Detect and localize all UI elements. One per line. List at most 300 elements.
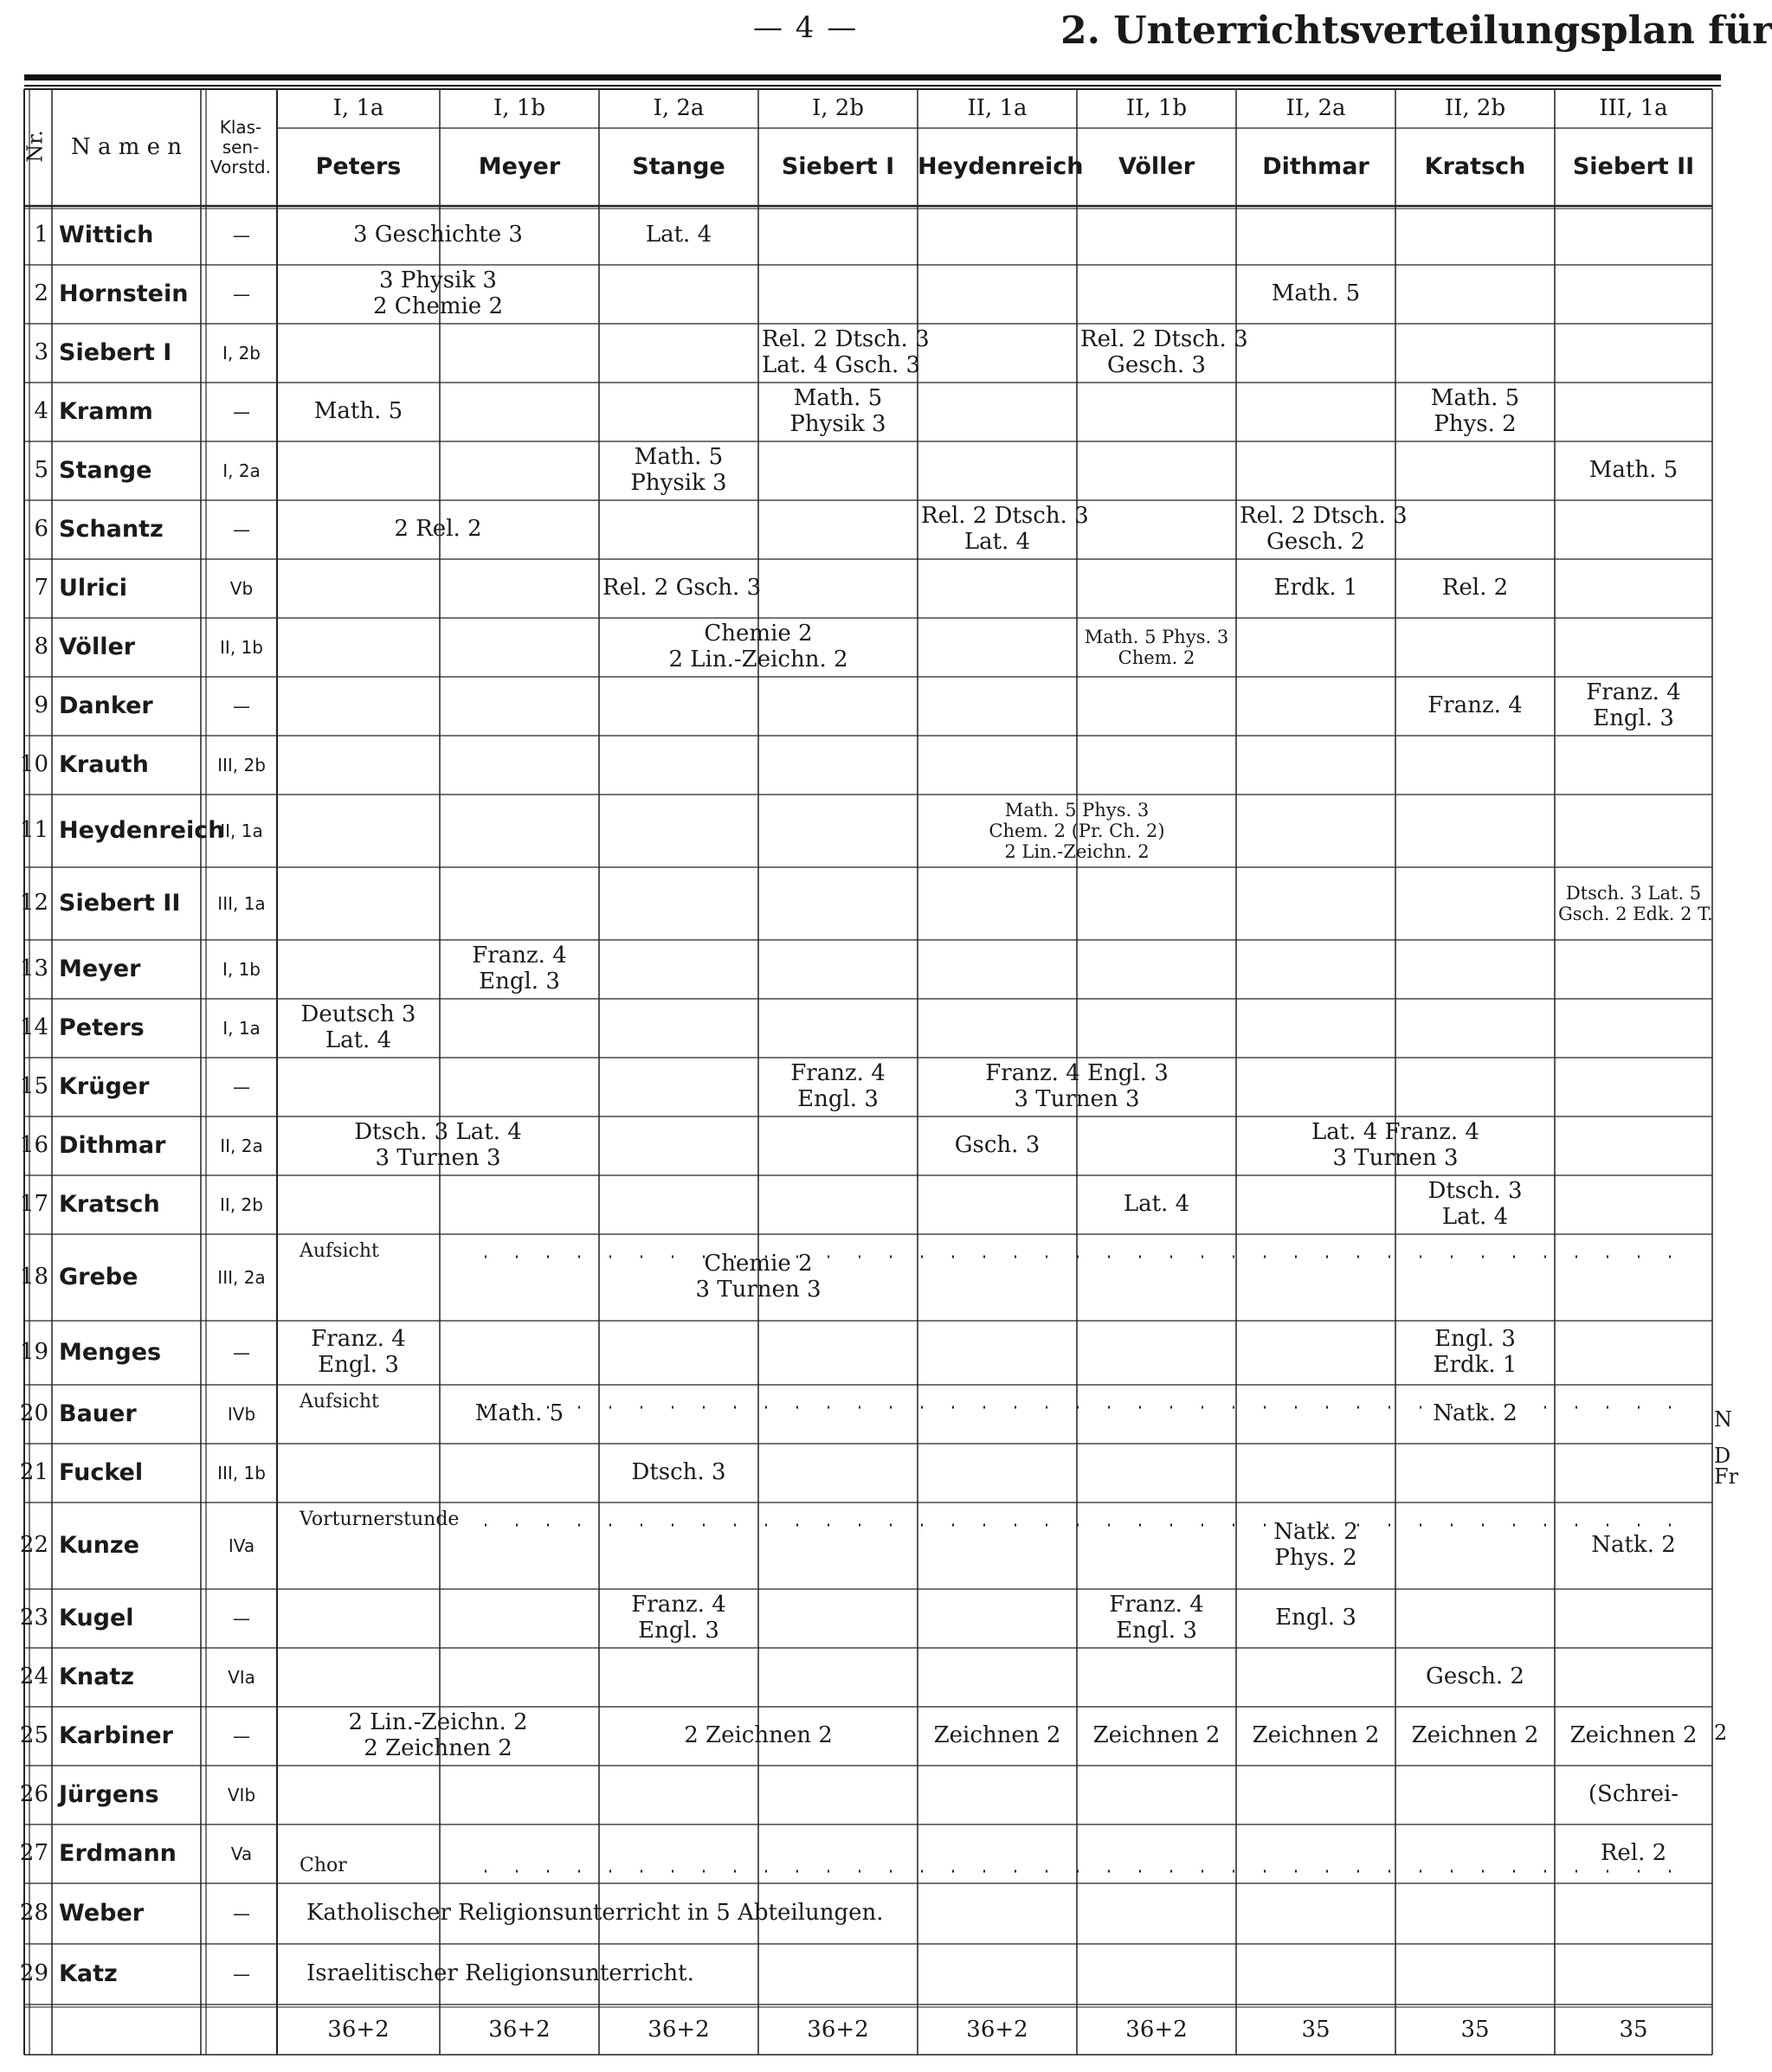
class-heading-label: III, 1a: [1599, 94, 1668, 121]
lesson-line: Franz. 4: [1109, 1592, 1204, 1618]
nr-heading: Nr.: [23, 130, 48, 163]
lesson-entry: [1399, 679, 1551, 734]
class-vorstand: [208, 1766, 275, 1824]
class-heading: [440, 89, 599, 128]
class-vorstand-text: II, 2a: [220, 1135, 263, 1156]
lesson-entry: [280, 267, 596, 322]
class-vorstand: [208, 1707, 275, 1766]
class-vorstand-text: IVb: [227, 1403, 256, 1425]
row-number: [19, 795, 48, 867]
teacher-name: [59, 795, 225, 867]
teacher-name: [59, 1444, 199, 1503]
row-number: [28, 677, 48, 736]
lesson-line: Math. 5: [1430, 385, 1520, 412]
lesson-entry: [921, 1059, 1233, 1115]
teacher-name-text: Hornstein: [59, 280, 189, 308]
class-teacher-label: Heydenreich: [918, 153, 1084, 181]
lesson-entry: [280, 1885, 1735, 1942]
row-label-text: Aufsicht: [300, 1391, 379, 1413]
column-total-text: 36+2: [488, 2017, 551, 2043]
column-total-text: 36+2: [807, 2017, 869, 2043]
class-heading: [1395, 89, 1555, 128]
lesson-line: Zeichnen 2: [933, 1722, 1061, 1749]
class-vorstand: [208, 795, 275, 867]
lesson-entry: [1399, 1387, 1551, 1442]
row-number-text: 9: [34, 692, 48, 719]
column-total: [440, 2008, 599, 2053]
lesson-entry: [602, 443, 755, 499]
lesson-line: Rel. 2 Gsch. 3: [602, 575, 762, 602]
lesson-entry: [280, 1708, 596, 1764]
lesson-line: Rel. 2 Dtsch. 3: [921, 503, 1089, 530]
column-total-text: 35: [1619, 2017, 1648, 2043]
row-number-text: 28: [19, 1900, 48, 1927]
class-vorstand-text: I, 2a: [222, 460, 261, 481]
class-vorstand-text: —: [233, 518, 250, 540]
teacher-name: [59, 206, 199, 265]
teacher-name: [59, 618, 199, 677]
row-number: [28, 500, 48, 559]
lesson-entry: [602, 1591, 755, 1646]
class-teacher-label: Kratsch: [1424, 153, 1526, 181]
teacher-name-text: Menges: [59, 1339, 162, 1367]
vorst-heading-line: sen-: [222, 137, 260, 158]
column-total: [277, 2008, 440, 2053]
class-vorstand: [208, 324, 275, 383]
lesson-line: Dtsch. 3: [1427, 1178, 1523, 1205]
class-heading: [1555, 89, 1712, 128]
row-number: [19, 1589, 48, 1648]
class-heading-label: I, 1a: [332, 94, 384, 121]
teacher-name: [59, 1058, 199, 1116]
teacher-name: [59, 1589, 199, 1648]
teacher-name: [59, 265, 199, 324]
class-vorstand-text: —: [233, 1902, 250, 1924]
namen-heading: [55, 89, 197, 206]
lesson-entry: [1240, 267, 1392, 322]
class-vorstand: [208, 1116, 275, 1175]
lesson-line: Zeichnen 2: [1411, 1722, 1539, 1749]
teacher-name-text: Jürgens: [59, 1781, 159, 1809]
class-vorstand-text: III, 1a: [217, 892, 266, 914]
class-vorstand-text: II, 2b: [220, 1194, 263, 1215]
lesson-line: Gsch. 2 Edk. 2 T.: [1558, 904, 1713, 924]
lesson-line: Gesch. 2: [1426, 1663, 1524, 1690]
class-vorstand: [208, 206, 275, 265]
teacher-name-text: Wittich: [59, 222, 154, 249]
lesson-line: Franz. 4: [472, 943, 567, 969]
teacher-name: [59, 441, 199, 500]
lesson-line: 2 Zeichnen 2: [684, 1722, 833, 1749]
lesson-entry: [280, 208, 596, 263]
lesson-line: Franz. 4 Engl. 3: [985, 1060, 1169, 1087]
row-number-text: 6: [34, 516, 48, 543]
lesson-line: Lat. 4 Gsch. 3: [762, 352, 921, 378]
lesson-line: 3 Turnen 3: [1332, 1145, 1459, 1171]
teacher-name-text: Kugel: [59, 1605, 134, 1632]
margin-fragment: D: [1714, 1444, 1731, 1468]
class-vorstand-text: I, 1b: [222, 958, 261, 980]
class-heading: [1236, 89, 1395, 128]
lesson-entry: [1399, 1177, 1551, 1232]
column-total: [1236, 2008, 1395, 2053]
row-number-text: 21: [19, 1459, 48, 1486]
teacher-name: [59, 1944, 199, 2004]
teacher-name-text: Bauer: [59, 1400, 137, 1428]
lesson-line: Engl. 3: [1275, 1605, 1356, 1631]
lesson-line: Chemie 2: [704, 1251, 813, 1277]
class-vorstand: [208, 1321, 275, 1385]
lesson-entry: [1080, 620, 1233, 675]
class-vorstand: [208, 1385, 275, 1444]
lesson-entry: [602, 208, 755, 263]
vorst-heading: [208, 94, 274, 201]
lesson-line: Engl. 3: [1116, 1618, 1197, 1644]
teacher-name: [59, 940, 199, 999]
lesson-line: Math. 5: [1271, 280, 1361, 307]
lesson-line: Dtsch. 3 Lat. 5: [1565, 882, 1702, 904]
teacher-name-text: Dithmar: [59, 1132, 166, 1160]
row-number-text: 2: [34, 280, 48, 307]
lesson-entry: [1080, 325, 1248, 381]
class-teacher-label: Siebert II: [1572, 153, 1695, 181]
class-vorstand-text: Va: [230, 1843, 253, 1864]
lesson-line: Engl. 3: [1593, 705, 1674, 731]
lesson-entry: [1558, 1504, 1709, 1587]
class-vorstand-text: —: [233, 1342, 250, 1363]
teacher-name: [59, 1707, 199, 1766]
class-vorstand: [208, 940, 275, 999]
class-vorstand: [208, 1648, 275, 1707]
teacher-name-text: Siebert I: [59, 339, 172, 367]
row-number: [19, 1385, 48, 1444]
teacher-name-text: Krauth: [59, 751, 149, 779]
class-heading: [1077, 89, 1236, 128]
lesson-entry: [1399, 561, 1551, 616]
row-number: [19, 1058, 48, 1116]
row-number-text: 15: [19, 1073, 48, 1100]
row-number: [19, 1116, 48, 1175]
row-number: [19, 1234, 48, 1321]
teacher-name: [59, 1175, 199, 1234]
class-teacher-heading: [1395, 128, 1555, 206]
lesson-line: Gsch. 3: [954, 1132, 1041, 1159]
column-total-text: 36+2: [1125, 2017, 1188, 2043]
row-label: [300, 1854, 507, 1878]
class-heading-label: I, 2a: [653, 94, 705, 121]
lesson-line: Engl. 3: [638, 1618, 719, 1644]
lesson-line: Dtsch. 3: [631, 1459, 726, 1486]
lesson-line: 2 Lin.-Zeichn. 2: [348, 1709, 528, 1736]
teacher-name-text: Ulrici: [59, 575, 128, 602]
row-number: [28, 324, 48, 383]
class-vorstand-text: —: [233, 695, 250, 717]
lesson-line: Franz. 4: [1427, 692, 1523, 719]
teacher-name-text: Siebert II: [59, 890, 181, 917]
lesson-entry: [1240, 1118, 1551, 1174]
lesson-entry: [280, 1001, 436, 1056]
column-total: [1555, 2008, 1712, 2053]
row-number: [19, 1444, 48, 1503]
class-teacher-label: Meyer: [478, 153, 561, 181]
lesson-entry: [762, 1059, 914, 1115]
column-total: [1395, 2008, 1555, 2053]
row-number-text: 7: [34, 575, 48, 602]
lesson-line: Math. 5: [1588, 457, 1679, 484]
row-label-text: Aufsicht: [300, 1240, 379, 1263]
lesson-entry: [921, 796, 1233, 865]
class-heading: [599, 89, 758, 128]
class-vorstand: [208, 867, 275, 940]
lesson-line: Dtsch. 3 Lat. 4: [354, 1119, 522, 1146]
row-number-text: 19: [19, 1339, 48, 1366]
teacher-name: [59, 1385, 199, 1444]
teacher-name-text: Karbiner: [59, 1722, 173, 1750]
lesson-line: Natk. 2: [1433, 1400, 1517, 1427]
lesson-line: (Schrei-: [1588, 1781, 1679, 1808]
class-vorstand: [208, 1503, 275, 1589]
teacher-name-text: Heydenreich: [59, 817, 225, 845]
class-vorstand-text: III, 2b: [217, 754, 266, 775]
row-number: [19, 1944, 48, 2004]
lesson-entry: [1399, 1708, 1551, 1764]
lesson-entry: [1399, 1322, 1551, 1383]
lesson-line: Chem. 2 (Pr. Ch. 2): [989, 820, 1165, 841]
lesson-line: 3 Geschichte 3: [353, 222, 523, 248]
lesson-line: Engl. 3: [318, 1352, 399, 1378]
class-heading-label: I, 1b: [493, 94, 545, 121]
class-vorstand: [208, 999, 275, 1058]
teacher-name: [59, 383, 199, 441]
row-number-text: 3: [34, 339, 48, 366]
lesson-entry: [602, 1708, 914, 1764]
class-heading-label: II, 2b: [1444, 94, 1506, 121]
class-vorstand-text: —: [233, 283, 250, 305]
margin-fragment: 2: [1714, 1721, 1728, 1745]
lesson-line: Engl. 3: [797, 1086, 879, 1112]
class-teacher-heading: [1077, 128, 1236, 206]
row-number-text: 29: [19, 1960, 48, 1987]
teacher-name: [59, 677, 199, 736]
row-number-text: 11: [19, 817, 48, 844]
row-number-text: 17: [19, 1191, 48, 1218]
class-vorstand: [208, 1944, 275, 2004]
row-number-text: 23: [19, 1605, 48, 1631]
row-number-text: 8: [34, 634, 48, 660]
margin-fragment: Fr: [1714, 1464, 1739, 1489]
lesson-line: Lat. 4: [325, 1027, 392, 1053]
lesson-line: Erdk. 1: [1273, 575, 1358, 602]
lesson-line: 2 Rel. 2: [394, 516, 482, 543]
row-number: [28, 618, 48, 677]
lesson-line: Engl. 3: [479, 968, 560, 994]
class-vorstand: [208, 1234, 275, 1321]
teacher-name-text: Meyer: [59, 956, 141, 983]
row-number-text: 22: [19, 1532, 48, 1559]
teacher-name-text: Kratsch: [59, 1191, 160, 1219]
class-vorstand: [208, 618, 275, 677]
lesson-line: Math. 5 Phys. 3: [1084, 626, 1229, 647]
row-number: [19, 1883, 48, 1944]
row-number-text: 27: [19, 1840, 48, 1867]
class-heading: [277, 89, 440, 128]
lesson-line: Rel. 2 Dtsch. 3: [1080, 326, 1248, 353]
lesson-line: Natk. 2: [1273, 1519, 1358, 1546]
row-label: [300, 1239, 507, 1264]
row-number-text: 13: [19, 956, 48, 982]
lesson-entry: [602, 1445, 755, 1501]
lesson-line: Gesch. 3: [1107, 352, 1206, 378]
lesson-line: 2 Chemie 2: [373, 293, 503, 319]
lesson-line: Math. 5: [474, 1400, 564, 1427]
lesson-entry: [1080, 1591, 1233, 1646]
lesson-line: Erdk. 1: [1433, 1352, 1517, 1378]
lesson-line: Engl. 3: [1434, 1326, 1516, 1353]
lesson-line: Franz. 4: [1586, 679, 1681, 706]
lesson-line: Franz. 4: [631, 1592, 726, 1618]
lesson-line: Lat. 4: [1123, 1191, 1190, 1218]
lesson-line: Chem. 2: [1118, 647, 1195, 668]
class-teacher-heading: [1555, 128, 1712, 206]
teacher-name-text: Schantz: [59, 516, 164, 544]
lesson-line: Franz. 4: [790, 1060, 886, 1087]
lesson-entry: [280, 1322, 436, 1383]
class-vorstand: [208, 1883, 275, 1944]
class-vorstand: [208, 383, 275, 441]
class-teacher-label: Völler: [1118, 153, 1195, 181]
column-total-text: 35: [1460, 2017, 1490, 2043]
class-teacher-heading: [758, 128, 918, 206]
column-total-text: 35: [1301, 2017, 1331, 2043]
lesson-line: 3 Turnen 3: [375, 1145, 501, 1171]
row-number-text: 24: [19, 1663, 48, 1690]
class-vorstand-text: I, 2b: [222, 342, 261, 364]
class-vorstand: [208, 1175, 275, 1234]
lesson-entry: [1240, 1591, 1392, 1646]
lesson-entry: [1240, 1708, 1392, 1764]
row-number: [28, 265, 48, 324]
row-number: [19, 1766, 48, 1824]
class-heading-label: II, 1b: [1125, 94, 1188, 121]
teacher-name: [59, 1766, 199, 1824]
lesson-entry: [762, 325, 930, 381]
lesson-entry: [602, 1236, 914, 1319]
class-heading-label: II, 2a: [1286, 94, 1346, 121]
class-vorstand-text: I, 1a: [222, 1017, 261, 1039]
class-teacher-label: Peters: [315, 153, 402, 181]
class-vorstand-text: IVa: [228, 1535, 255, 1556]
row-number-text: 1: [34, 222, 48, 248]
row-number: [19, 1175, 48, 1234]
class-vorstand-text: —: [233, 401, 250, 422]
class-vorstand: [208, 736, 275, 795]
column-total: [599, 2008, 758, 2053]
lesson-line: Phys. 2: [1274, 1545, 1357, 1571]
teacher-name: [59, 999, 199, 1058]
class-vorstand-text: II, 1b: [220, 636, 263, 658]
lesson-entry: [280, 502, 596, 557]
row-number-text: 18: [19, 1264, 48, 1290]
class-vorstand: [208, 1444, 275, 1503]
class-teacher-heading: [599, 128, 758, 206]
row-number: [19, 1824, 48, 1883]
lesson-line: Rel. 2 Dtsch. 3: [762, 326, 930, 353]
lesson-line: Math. 5: [793, 385, 883, 412]
lesson-line: Zeichnen 2: [1569, 1722, 1698, 1749]
lesson-line: Zeichnen 2: [1252, 1722, 1380, 1749]
lesson-line: 2 Lin.-Zeichn. 2: [1004, 841, 1150, 863]
lesson-line: 2 Lin.-Zeichn. 2: [668, 647, 848, 672]
teacher-name-text: Danker: [59, 692, 153, 720]
class-teacher-heading: [1236, 128, 1395, 206]
class-vorstand-text: Vb: [229, 577, 254, 599]
row-number-text: 12: [19, 890, 48, 917]
lesson-entry: [921, 1118, 1073, 1174]
teacher-name: [59, 1824, 199, 1883]
page-number: — 4 —: [753, 10, 859, 45]
row-number: [19, 1503, 48, 1589]
teacher-name-text: Peters: [59, 1014, 145, 1042]
lesson-line: Franz. 4: [311, 1326, 406, 1353]
lesson-entry: [1558, 1767, 1709, 1823]
class-teacher-label: Dithmar: [1262, 153, 1369, 181]
class-teacher-label: Stange: [632, 153, 725, 181]
lesson-entry: [1240, 502, 1408, 557]
row-number-text: 14: [19, 1014, 48, 1041]
row-number-text: 20: [19, 1400, 48, 1427]
teacher-name-text: Knatz: [59, 1663, 134, 1691]
row-number: [19, 736, 48, 795]
lesson-entry: [921, 1708, 1073, 1764]
row-label: [300, 1390, 507, 1414]
lesson-line: Israelitischer Religionsunterricht.: [306, 1960, 694, 1987]
lesson-entry: [1080, 1177, 1233, 1232]
lesson-line: Gesch. 2: [1266, 529, 1365, 555]
class-heading: [758, 89, 918, 128]
lesson-line: Math. 5 Phys. 3: [1004, 799, 1150, 820]
teacher-name: [59, 1234, 199, 1321]
row-label-text: Vorturnerstunde: [300, 1509, 460, 1531]
teacher-name-text: Weber: [59, 1900, 145, 1927]
teacher-name: [59, 1503, 199, 1589]
teacher-name: [59, 559, 199, 618]
lesson-line: Rel. 2: [1441, 575, 1509, 602]
class-teacher-heading: [918, 128, 1084, 206]
namen-heading-text: N a m e n: [70, 133, 183, 160]
teacher-name-text: Fuckel: [59, 1459, 144, 1487]
lesson-entry: [1080, 1708, 1233, 1764]
row-number: [19, 1648, 48, 1707]
class-vorstand-text: VIb: [227, 1784, 256, 1805]
lesson-entry: [1558, 1826, 1709, 1882]
teacher-name-text: Erdmann: [59, 1840, 177, 1868]
lesson-entry: [280, 384, 436, 440]
lesson-line: 3 Physik 3: [379, 267, 497, 294]
lesson-entry: [1399, 384, 1551, 440]
lesson-line: 3 Turnen 3: [1014, 1086, 1140, 1112]
lesson-entry: [1240, 561, 1392, 616]
lesson-line: Lat. 4: [963, 529, 1031, 555]
class-vorstand: [208, 1058, 275, 1116]
class-vorstand: [208, 1824, 275, 1883]
teacher-name-text: Krüger: [59, 1073, 150, 1101]
lesson-line: Lat. 4: [1441, 1204, 1509, 1230]
lesson-entry: [602, 620, 914, 675]
class-vorstand-text: —: [233, 1607, 250, 1629]
lesson-entry: [1399, 1650, 1551, 1705]
row-number-text: 25: [19, 1722, 48, 1749]
teacher-name: [59, 500, 199, 559]
